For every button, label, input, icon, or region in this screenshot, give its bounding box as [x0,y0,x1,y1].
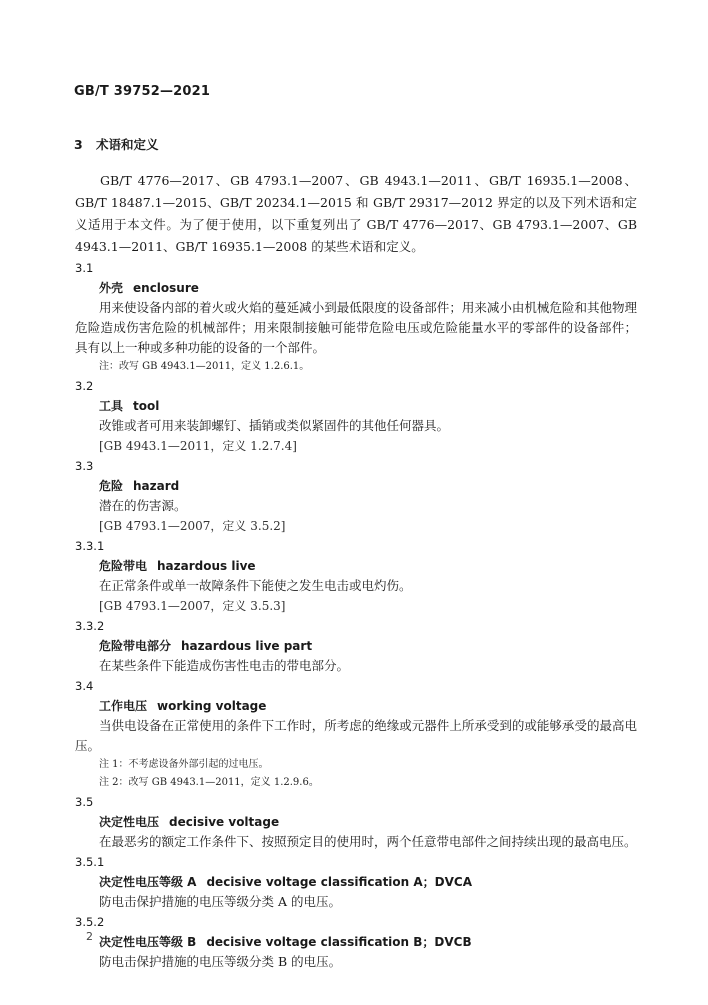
term-source: [GB 4943.1—2011，定义 1.2.7.4] [99,439,297,453]
term-en: hazardous live part [181,639,313,653]
term-en: tool [133,399,160,413]
term-number: 3.4 [75,679,94,693]
term-zh: 工具 [99,399,124,413]
term-number: 3.3 [75,459,94,473]
term-number: 3.1 [75,261,94,275]
term-en: working voltage [157,699,267,713]
term-definition: 在正常条件或单一故障条件下能使之发生电击或电灼伤。 [99,578,412,593]
term-definition: 潜在的伤害源。 [99,498,187,513]
term-title [99,932,637,952]
section-number: 3 [74,137,83,152]
page-number: 2 [86,930,93,943]
term-zh: 决定性电压等级 A [99,875,197,889]
term-en: decisive voltage classification A；DVCA [206,875,473,889]
section-title: 术语和定义 [96,137,159,152]
term-number: 3.5.1 [75,855,105,869]
term-title [99,696,637,716]
term-definition: 防电击保护措施的电压等级分类 A 的电压。 [99,894,341,909]
term-number: 3.3.1 [75,539,105,553]
term-title [99,636,637,656]
term-zh: 工作电压 [99,699,148,713]
term-definition: 改锥或者可用来装卸螺钉、插销或类似紧固件的其他任何器具。 [99,418,450,433]
term-entry [75,457,637,536]
term-note: 注 1：不考虑设备外部引起的过电压。 [99,759,269,770]
term-definition: 用来使设备内部的着火或火焰的蔓延减小到最低限度的设备部件；用来减小由机械危险和其他物理危险造成伤害危险的机械部件；用来限制接触可能带危险电压或危险能量水平的零部件的设备部件；具有以上一种或多种功能的设备的一个部件。 [75,300,637,355]
term-entry [75,853,637,912]
term-definition: 在某些条件下能造成伤害性电击的带电部分。 [99,658,350,673]
term-title [99,476,637,496]
term-title [99,278,637,298]
term-title [99,396,637,416]
intro-paragraph: GB/T 4776—2017、GB 4793.1—2007、GB 4943.1—2011、GB/T 16935.1—2008、GB/T 18487.1—2015、GB/T 20234.1—2015 和 GB/T 29317—2012 界定的以及下列术语和定义适用于本文件。为了便于使用，以下重复列出了 GB/T 4776—2017、GB 4793.1—2007、GB 4943.1—2011、GB/T 16935.1—2008 的某些术语和定义。 [75,173,637,254]
term-source: [GB 4793.1—2007，定义 3.5.3] [99,599,286,613]
term-note: 注 2：改写 GB 4943.1—2011，定义 1.2.9.6。 [99,777,319,788]
term-entry [75,377,637,456]
term-en: enclosure [133,281,199,295]
term-entry [75,913,637,972]
term-number: 3.5.2 [75,915,105,929]
term-number: 3.5 [75,795,94,809]
section-heading [74,135,159,153]
section-content [75,170,637,972]
term-en: hazardous live [157,559,256,573]
term-definition: 在最恶劣的额定工作条件下、按照预定目的使用时，两个任意带电部件之间持续出现的最高电压。 [99,834,637,849]
term-en: hazard [133,479,180,493]
term-definition: 当供电设备在正常使用的条件下工作时，所考虑的绝缘或元器件上所承受到的或能够承受的最高电压。 [75,718,637,753]
term-zh: 外壳 [99,281,124,295]
term-zh: 危险带电 [99,559,148,573]
term-definition: 防电击保护措施的电压等级分类 B 的电压。 [99,954,342,969]
term-number: 3.2 [75,379,94,393]
term-zh: 危险带电部分 [99,639,172,653]
term-entry [75,793,637,852]
term-entry [75,259,637,376]
term-title [99,872,637,892]
term-source: [GB 4793.1—2007，定义 3.5.2] [99,519,286,533]
term-en: decisive voltage classification B；DVCB [206,935,472,949]
term-entry [75,537,637,616]
term-zh: 危险 [99,479,124,493]
term-zh: 决定性电压 [99,815,160,829]
standard-number-header: GB/T 39752—2021 [74,84,211,99]
term-number: 3.3.2 [75,619,105,633]
term-en: decisive voltage [169,815,280,829]
term-title [99,556,637,576]
term-zh: 决定性电压等级 B [99,935,197,949]
term-entry [75,617,637,676]
term-entry [75,677,637,792]
term-title [99,812,637,832]
term-note: 注：改写 GB 4943.1—2011，定义 1.2.6.1。 [99,361,310,372]
